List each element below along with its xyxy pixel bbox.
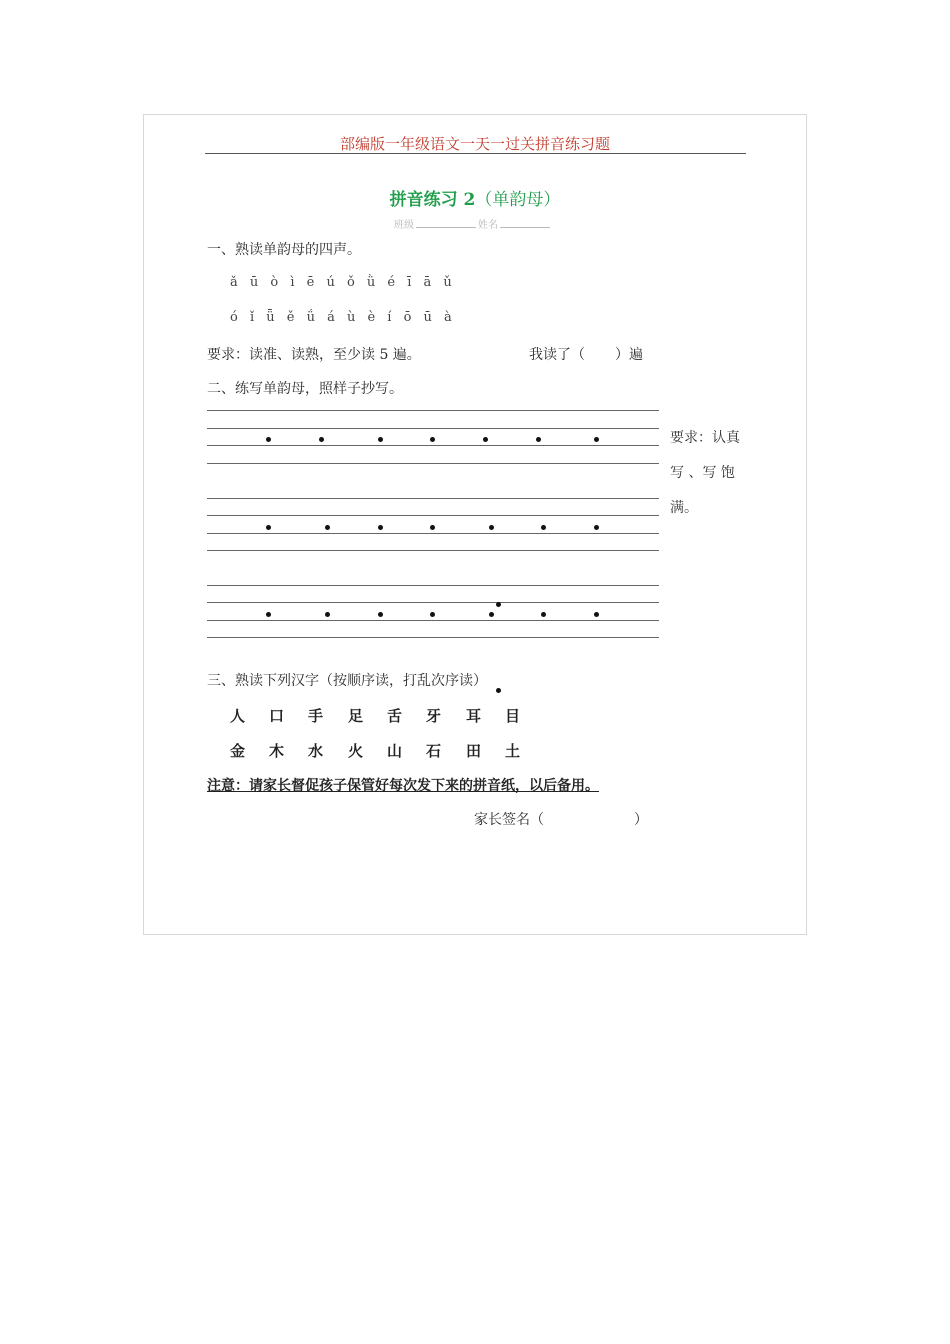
parent-signature [474, 809, 648, 829]
dot-marker [594, 525, 599, 530]
hanzi-char: 手 [308, 707, 324, 725]
hanzi-char: 土 [505, 742, 521, 760]
dot-marker [325, 612, 330, 617]
exercise-title-main: 拼音练习 2 [389, 190, 476, 210]
name-label: 姓名 [478, 220, 498, 231]
dot-marker [594, 612, 599, 617]
hanzi-char: 水 [308, 742, 324, 760]
dot-marker [489, 612, 494, 617]
exercise-title [144, 185, 806, 210]
grid-line [207, 602, 659, 603]
hanzi-char: 石 [426, 742, 442, 760]
hanzi-char: 火 [348, 742, 364, 760]
dot-marker [378, 612, 383, 617]
read-count-prefix: 我读了（ [529, 347, 585, 363]
grid-line [207, 637, 659, 638]
dot-marker [430, 612, 435, 617]
class-label: 班级 [394, 220, 414, 231]
grid-line [207, 410, 659, 411]
class-blank[interactable] [416, 227, 476, 228]
grid-line [207, 428, 659, 429]
section2-heading: 二、练写单韵母，照样子抄写。 [207, 381, 403, 397]
grid-line [207, 550, 659, 551]
hanzi-char: 目 [505, 707, 521, 725]
worksheet-page [143, 114, 807, 935]
grid-line [207, 585, 659, 586]
dot-marker [489, 525, 494, 530]
dot-marker [266, 612, 271, 617]
dot-marker [536, 437, 541, 442]
hanzi-char: 耳 [466, 707, 482, 725]
reading-requirement: 要求：读准、读熟，至少读 5 遍。 [207, 347, 421, 363]
hanzi-char: 足 [348, 707, 364, 725]
pinyin-row-2: ó ǐ ǖ ě ǘ á ù è í ō ū à [230, 310, 456, 325]
writing-requirement-line: 写 、写 饱 [670, 465, 735, 481]
header-title: 部编版一年级语文一天一过关拼音练习题 [339, 135, 610, 153]
grid-line [207, 620, 659, 621]
hanzi-char: 木 [269, 742, 285, 760]
dot-marker [430, 437, 435, 442]
section3-heading: 三、熟读下列汉字（按顺序读，打乱次序读） [207, 673, 487, 689]
signature-prefix: 家长签名（ [474, 812, 544, 828]
dot-marker [378, 437, 383, 442]
hanzi-char: 山 [387, 742, 403, 760]
dot-marker [541, 525, 546, 530]
grid-line [207, 498, 659, 499]
parent-notice: 注意：请家长督促孩子保管好每次发下来的拼音纸，以后备用。 [207, 778, 599, 794]
dot-marker [266, 525, 271, 530]
read-count-suffix: ）遍 [615, 347, 643, 363]
hanzi-char: 金 [230, 742, 246, 760]
signature-suffix: ） [634, 812, 648, 828]
dot-marker [541, 612, 546, 617]
exercise-title-sub: （单韵母） [475, 190, 561, 210]
hanzi-char: 人 [230, 707, 246, 725]
grid-line [207, 533, 659, 534]
name-blank[interactable] [500, 227, 550, 228]
hanzi-char: 牙 [426, 707, 442, 725]
dot-marker [496, 688, 501, 693]
writing-requirement-line: 要求：认真 [670, 430, 740, 446]
header-rule [205, 153, 746, 154]
dot-marker [319, 437, 324, 442]
dot-marker [266, 437, 271, 442]
pinyin-row-1: ǎ ū ò ì ē ú ǒ ǜ é ī ā ǔ [230, 275, 456, 290]
section1-heading: 一、熟读单韵母的四声。 [207, 242, 361, 258]
hanzi-char: 田 [466, 742, 482, 760]
dot-marker [430, 525, 435, 530]
read-count [529, 344, 643, 364]
dot-marker [325, 525, 330, 530]
grid-line [207, 463, 659, 464]
dot-marker [483, 437, 488, 442]
hanzi-char: 口 [269, 707, 285, 725]
dot-marker [594, 437, 599, 442]
writing-requirement-line: 满。 [670, 500, 698, 516]
dot-marker [496, 602, 501, 607]
grid-line [207, 445, 659, 446]
grid-line [207, 515, 659, 516]
dot-marker [378, 525, 383, 530]
hanzi-char: 舌 [387, 707, 403, 725]
class-name-line [394, 216, 552, 231]
